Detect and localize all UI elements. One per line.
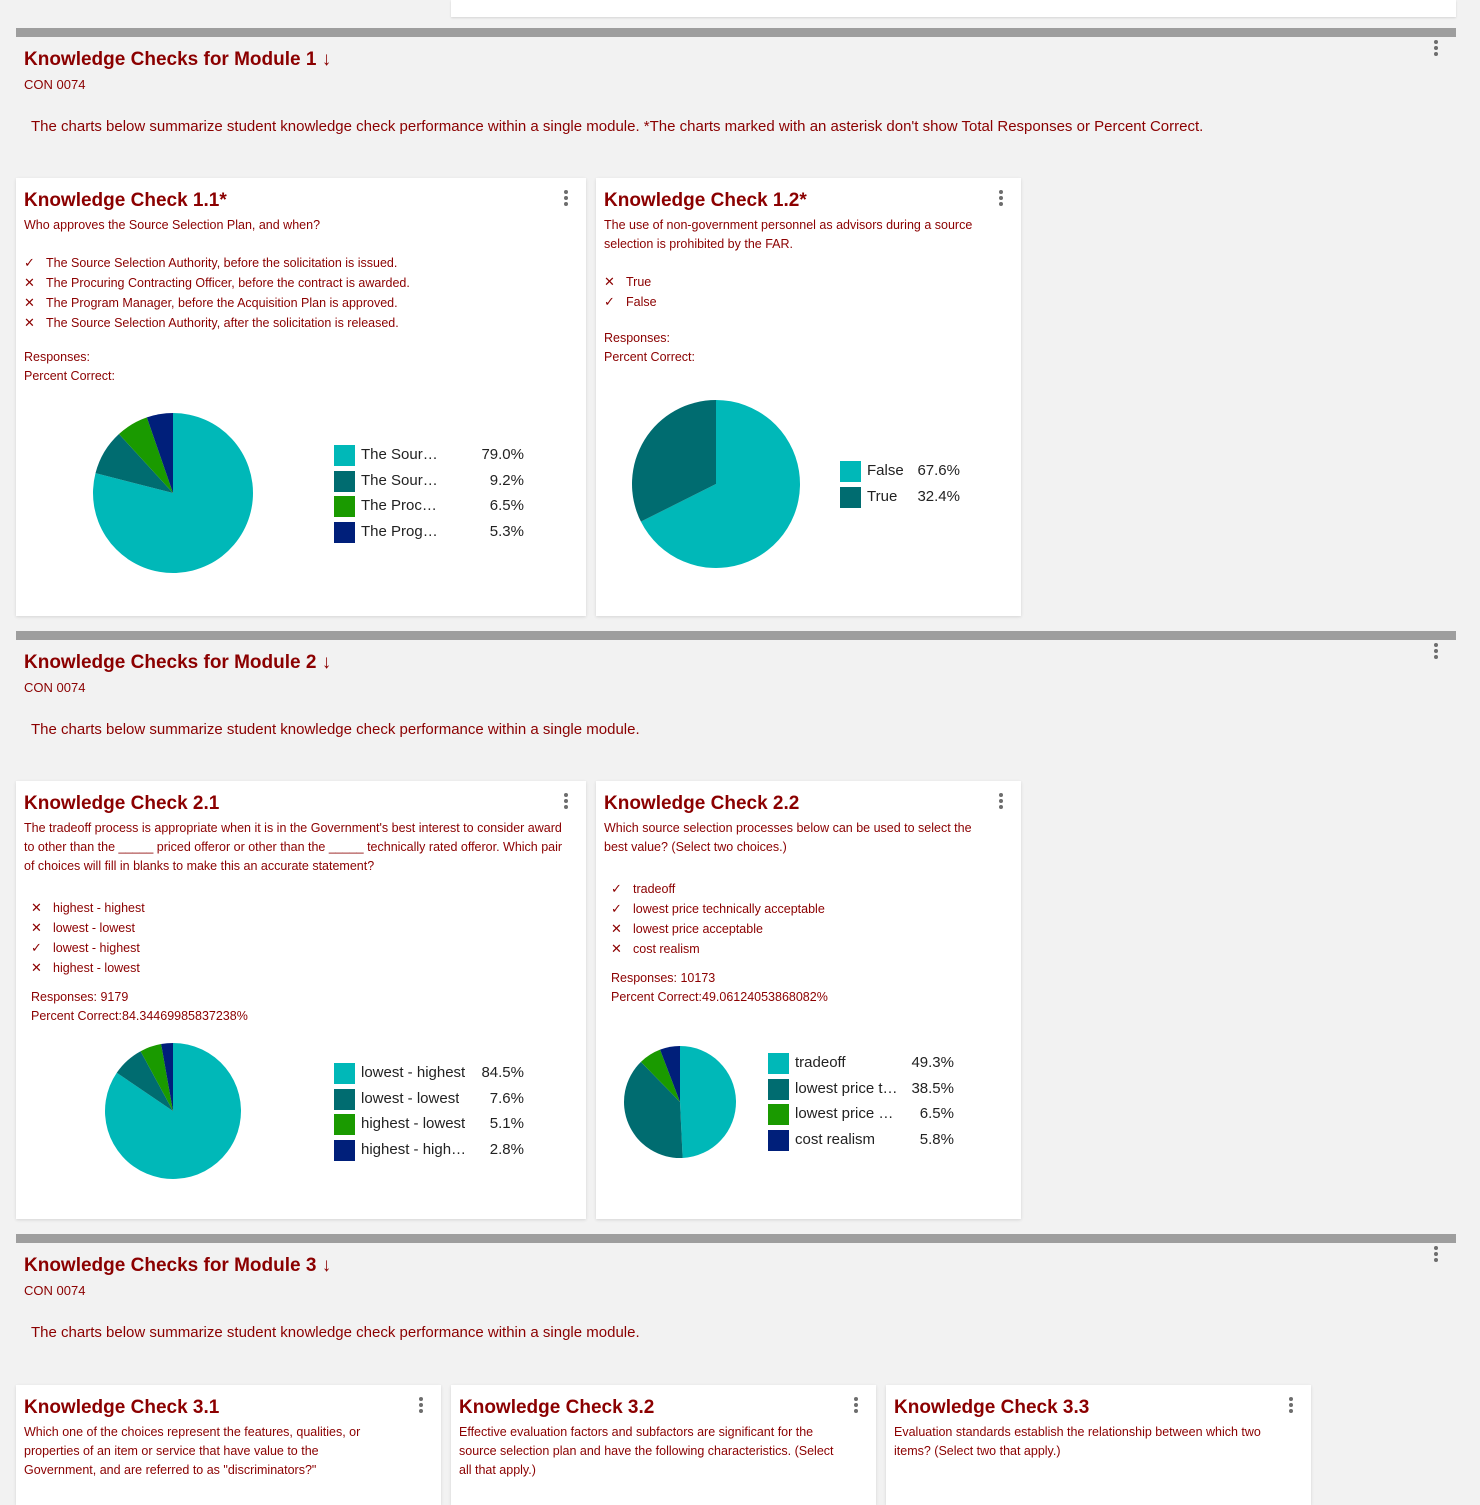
legend-value: 9.2%: [489, 471, 524, 489]
answer-option: [604, 272, 657, 292]
legend-swatch: [840, 461, 861, 482]
option-text: cost realism: [633, 942, 700, 956]
legend-swatch: [334, 445, 355, 466]
check-icon: ✓: [24, 255, 35, 270]
legend-entry[interactable]: [768, 1053, 954, 1079]
kebab-menu-icon[interactable]: [1433, 643, 1439, 663]
question-text: Evaluation standards establish the relationship between which two items? (Select two that apply.): [894, 1425, 1261, 1458]
percent-correct: Percent Correct:: [604, 350, 696, 364]
section-description: The charts below summarize student knowledge check performance within a single module.: [31, 1324, 640, 1341]
legend-swatch: [334, 496, 355, 517]
x-icon: ✕: [24, 275, 35, 290]
answer-option: [611, 899, 825, 919]
legend-label: lowest - lowest: [361, 1089, 460, 1107]
legend-label: The Sour…: [361, 471, 438, 489]
card-title: Knowledge Check 2.1: [24, 793, 220, 814]
kebab-menu-icon[interactable]: [1433, 40, 1439, 60]
legend-swatch: [768, 1079, 789, 1100]
legend-label: highest - lowest: [361, 1115, 466, 1132]
legend-swatch: [768, 1053, 789, 1074]
x-icon: ✕: [24, 315, 35, 330]
kebab-menu-icon[interactable]: [563, 190, 569, 210]
answer-option: [611, 879, 825, 899]
question-text: The use of non-government personnel as advisors during a source selection is prohibited by the FAR.: [604, 218, 973, 251]
answer-option: [24, 293, 410, 313]
legend-entry[interactable]: [768, 1079, 954, 1105]
answer-option: [24, 313, 410, 333]
option-text: highest - lowest: [53, 961, 140, 975]
chart-legend: [840, 461, 960, 512]
knowledge-check-card: [16, 178, 586, 616]
answer-option: [31, 918, 145, 938]
legend-entry[interactable]: [334, 1063, 524, 1089]
legend-entry[interactable]: [768, 1130, 954, 1156]
legend-swatch: [334, 471, 355, 492]
legend-entry[interactable]: [768, 1104, 954, 1130]
legend-swatch: [768, 1104, 789, 1125]
legend-label: The Prog…: [361, 522, 438, 540]
option-text: lowest price technically acceptable: [633, 902, 825, 916]
percent-correct: Percent Correct:84.34469985837238%: [31, 1009, 248, 1023]
section-divider: [16, 1234, 1456, 1243]
kebab-menu-icon[interactable]: [998, 793, 1004, 813]
legend-swatch: [840, 487, 861, 508]
check-icon: ✓: [611, 901, 622, 916]
x-icon: ✕: [611, 941, 622, 956]
answer-options: [611, 879, 825, 959]
option-text: False: [626, 295, 657, 309]
legend-label: lowest price t…: [795, 1079, 898, 1097]
legend-label: highest - high…: [361, 1140, 467, 1158]
answer-option: [604, 292, 657, 312]
legend-label: cost realism: [795, 1130, 876, 1148]
check-icon: ✓: [31, 940, 42, 955]
chart-legend: [768, 1053, 954, 1155]
answer-option: [31, 938, 145, 958]
responses-count: Responses: 9179: [31, 990, 129, 1004]
option-text: The Source Selection Authority, after the solicitation is released.: [46, 316, 399, 330]
pie-chart: [624, 1046, 736, 1158]
legend-value: 79.0%: [481, 446, 524, 463]
legend-entry[interactable]: [334, 471, 524, 497]
kebab-menu-icon[interactable]: [563, 793, 569, 813]
module-1-section: [16, 28, 1456, 628]
legend-value: 7.6%: [489, 1089, 524, 1107]
legend-swatch: [334, 1063, 355, 1084]
legend-label: lowest - highest: [361, 1064, 466, 1081]
knowledge-check-card: [596, 781, 1021, 1219]
option-text: tradeoff: [633, 882, 676, 896]
answer-option: [611, 939, 825, 959]
question-text: The tradeoff process is appropriate when it is in the Government's best interest to consider award to other than the _____ priced offeror or other than the _____ technically rated offeror. Which pair of choices will fill in blanks to make this an accurate statement?: [24, 821, 563, 873]
option-text: lowest - highest: [53, 941, 140, 955]
legend-value: 49.3%: [911, 1054, 954, 1071]
legend-value: 6.5%: [489, 497, 524, 514]
legend-swatch: [334, 522, 355, 543]
legend-swatch: [768, 1130, 789, 1151]
x-icon: ✕: [31, 900, 42, 915]
legend-entry[interactable]: [334, 1114, 524, 1140]
card-title: Knowledge Check 3.3: [894, 1397, 1090, 1418]
option-text: highest - highest: [53, 901, 145, 915]
card-title: Knowledge Check 3.2: [459, 1397, 655, 1418]
kebab-menu-icon[interactable]: [853, 1397, 859, 1417]
legend-value: 6.5%: [919, 1105, 954, 1122]
question-text: Effective evaluation factors and subfactors are significant for the source selection plan and have the following characteristics. (Select all that apply.): [459, 1425, 834, 1477]
legend-swatch: [334, 1114, 355, 1135]
section-description: The charts below summarize student knowledge check performance within a single module.: [31, 721, 640, 738]
knowledge-check-card: [16, 781, 586, 1219]
legend-label: True: [867, 487, 898, 505]
option-text: The Program Manager, before the Acquisition Plan is approved.: [46, 296, 398, 310]
option-text: The Procuring Contracting Officer, before the contract is awarded.: [46, 276, 410, 290]
kebab-menu-icon[interactable]: [998, 190, 1004, 210]
answer-option: [31, 898, 145, 918]
kebab-menu-icon[interactable]: [1288, 1397, 1294, 1417]
pie-chart: [105, 1043, 241, 1179]
responses-count: Responses:: [24, 350, 91, 364]
option-text: lowest - lowest: [53, 921, 135, 935]
option-text: lowest price acceptable: [633, 922, 763, 936]
option-text: The Source Selection Authority, before the solicitation is issued.: [46, 256, 398, 270]
legend-entry[interactable]: [334, 1089, 524, 1115]
percent-correct: Percent Correct:: [24, 369, 116, 383]
option-text: True: [626, 275, 652, 289]
question-text: Which one of the choices represent the features, qualities, or properties of an item or service that have value to the Government, and are referred to as "discriminators?": [24, 1425, 361, 1477]
x-icon: ✕: [611, 921, 622, 936]
knowledge-check-card: [451, 1385, 876, 1505]
card-title: Knowledge Check 1.2*: [604, 190, 807, 211]
card-title: Knowledge Check 3.1: [24, 1397, 220, 1418]
course-code: CON 0074: [24, 680, 86, 695]
legend-label: False: [867, 462, 904, 479]
legend-entry[interactable]: [334, 496, 524, 522]
kebab-menu-icon[interactable]: [418, 1397, 424, 1417]
legend-entry[interactable]: [334, 445, 524, 471]
section-title: Knowledge Checks for Module 3 ↓: [24, 1255, 332, 1276]
knowledge-check-card: [16, 1385, 441, 1505]
section-title: Knowledge Checks for Module 1 ↓: [24, 49, 332, 70]
pie-chart: [93, 413, 253, 573]
legend-label: The Sour…: [361, 446, 438, 463]
x-icon: ✕: [24, 295, 35, 310]
check-icon: ✓: [611, 881, 622, 896]
legend-value: 5.8%: [919, 1130, 954, 1148]
card-title: Knowledge Check 2.2: [604, 793, 800, 814]
legend-value: 67.6%: [917, 462, 960, 479]
module-3-section: [16, 1234, 1456, 1480]
course-code: CON 0074: [24, 1283, 86, 1298]
legend-value: 5.3%: [489, 522, 524, 540]
answer-option: [24, 273, 410, 293]
percent-correct: Percent Correct:49.06124053868082%: [611, 990, 828, 1004]
previous-card-bottom: [451, 0, 1456, 17]
legend-value: 5.1%: [489, 1115, 524, 1132]
section-divider: [16, 28, 1456, 37]
legend-label: tradeoff: [795, 1054, 846, 1071]
legend-value: 2.8%: [489, 1140, 524, 1158]
legend-entry[interactable]: [334, 1140, 524, 1166]
pie-chart: [632, 400, 800, 568]
knowledge-check-card: [886, 1385, 1311, 1505]
x-icon: ✕: [31, 920, 42, 935]
card-title: Knowledge Check 1.1*: [24, 190, 227, 211]
section-description: The charts below summarize student knowledge check performance within a single module. *The charts marked with an asterisk don't show Total Responses or Percent Correct.: [31, 118, 1204, 135]
answer-option: [611, 919, 825, 939]
chart-legend: [334, 1063, 524, 1165]
check-icon: ✓: [604, 294, 615, 309]
answer-option: [31, 958, 145, 978]
section-divider: [16, 631, 1456, 640]
answer-options: [31, 898, 145, 978]
legend-label: lowest price …: [795, 1105, 894, 1122]
legend-swatch: [334, 1140, 355, 1161]
kebab-menu-icon[interactable]: [1433, 1246, 1439, 1266]
legend-entry[interactable]: [840, 461, 960, 487]
x-icon: ✕: [31, 960, 42, 975]
legend-entry[interactable]: [334, 522, 524, 548]
chart-legend: [334, 445, 524, 547]
legend-value: 32.4%: [917, 487, 960, 505]
course-code: CON 0074: [24, 77, 86, 92]
answer-option: [24, 253, 410, 273]
answer-options: [604, 272, 657, 312]
x-icon: ✕: [604, 274, 615, 289]
legend-value: 38.5%: [911, 1079, 954, 1097]
answer-options: [24, 253, 410, 333]
pie-slice[interactable]: [680, 1046, 736, 1158]
legend-label: The Proc…: [361, 497, 437, 514]
question-text: Who approves the Source Selection Plan, and when?: [24, 218, 321, 232]
legend-value: 84.5%: [481, 1064, 524, 1081]
knowledge-check-card: [596, 178, 1021, 616]
legend-entry[interactable]: [840, 487, 960, 513]
legend-swatch: [334, 1089, 355, 1110]
module-2-section: [16, 631, 1456, 1231]
responses-count: Responses:: [604, 331, 671, 345]
question-text: Which source selection processes below can be used to select the best value? (Select two choices.): [604, 821, 972, 854]
responses-count: Responses: 10173: [611, 971, 716, 985]
section-title: Knowledge Checks for Module 2 ↓: [24, 652, 332, 673]
